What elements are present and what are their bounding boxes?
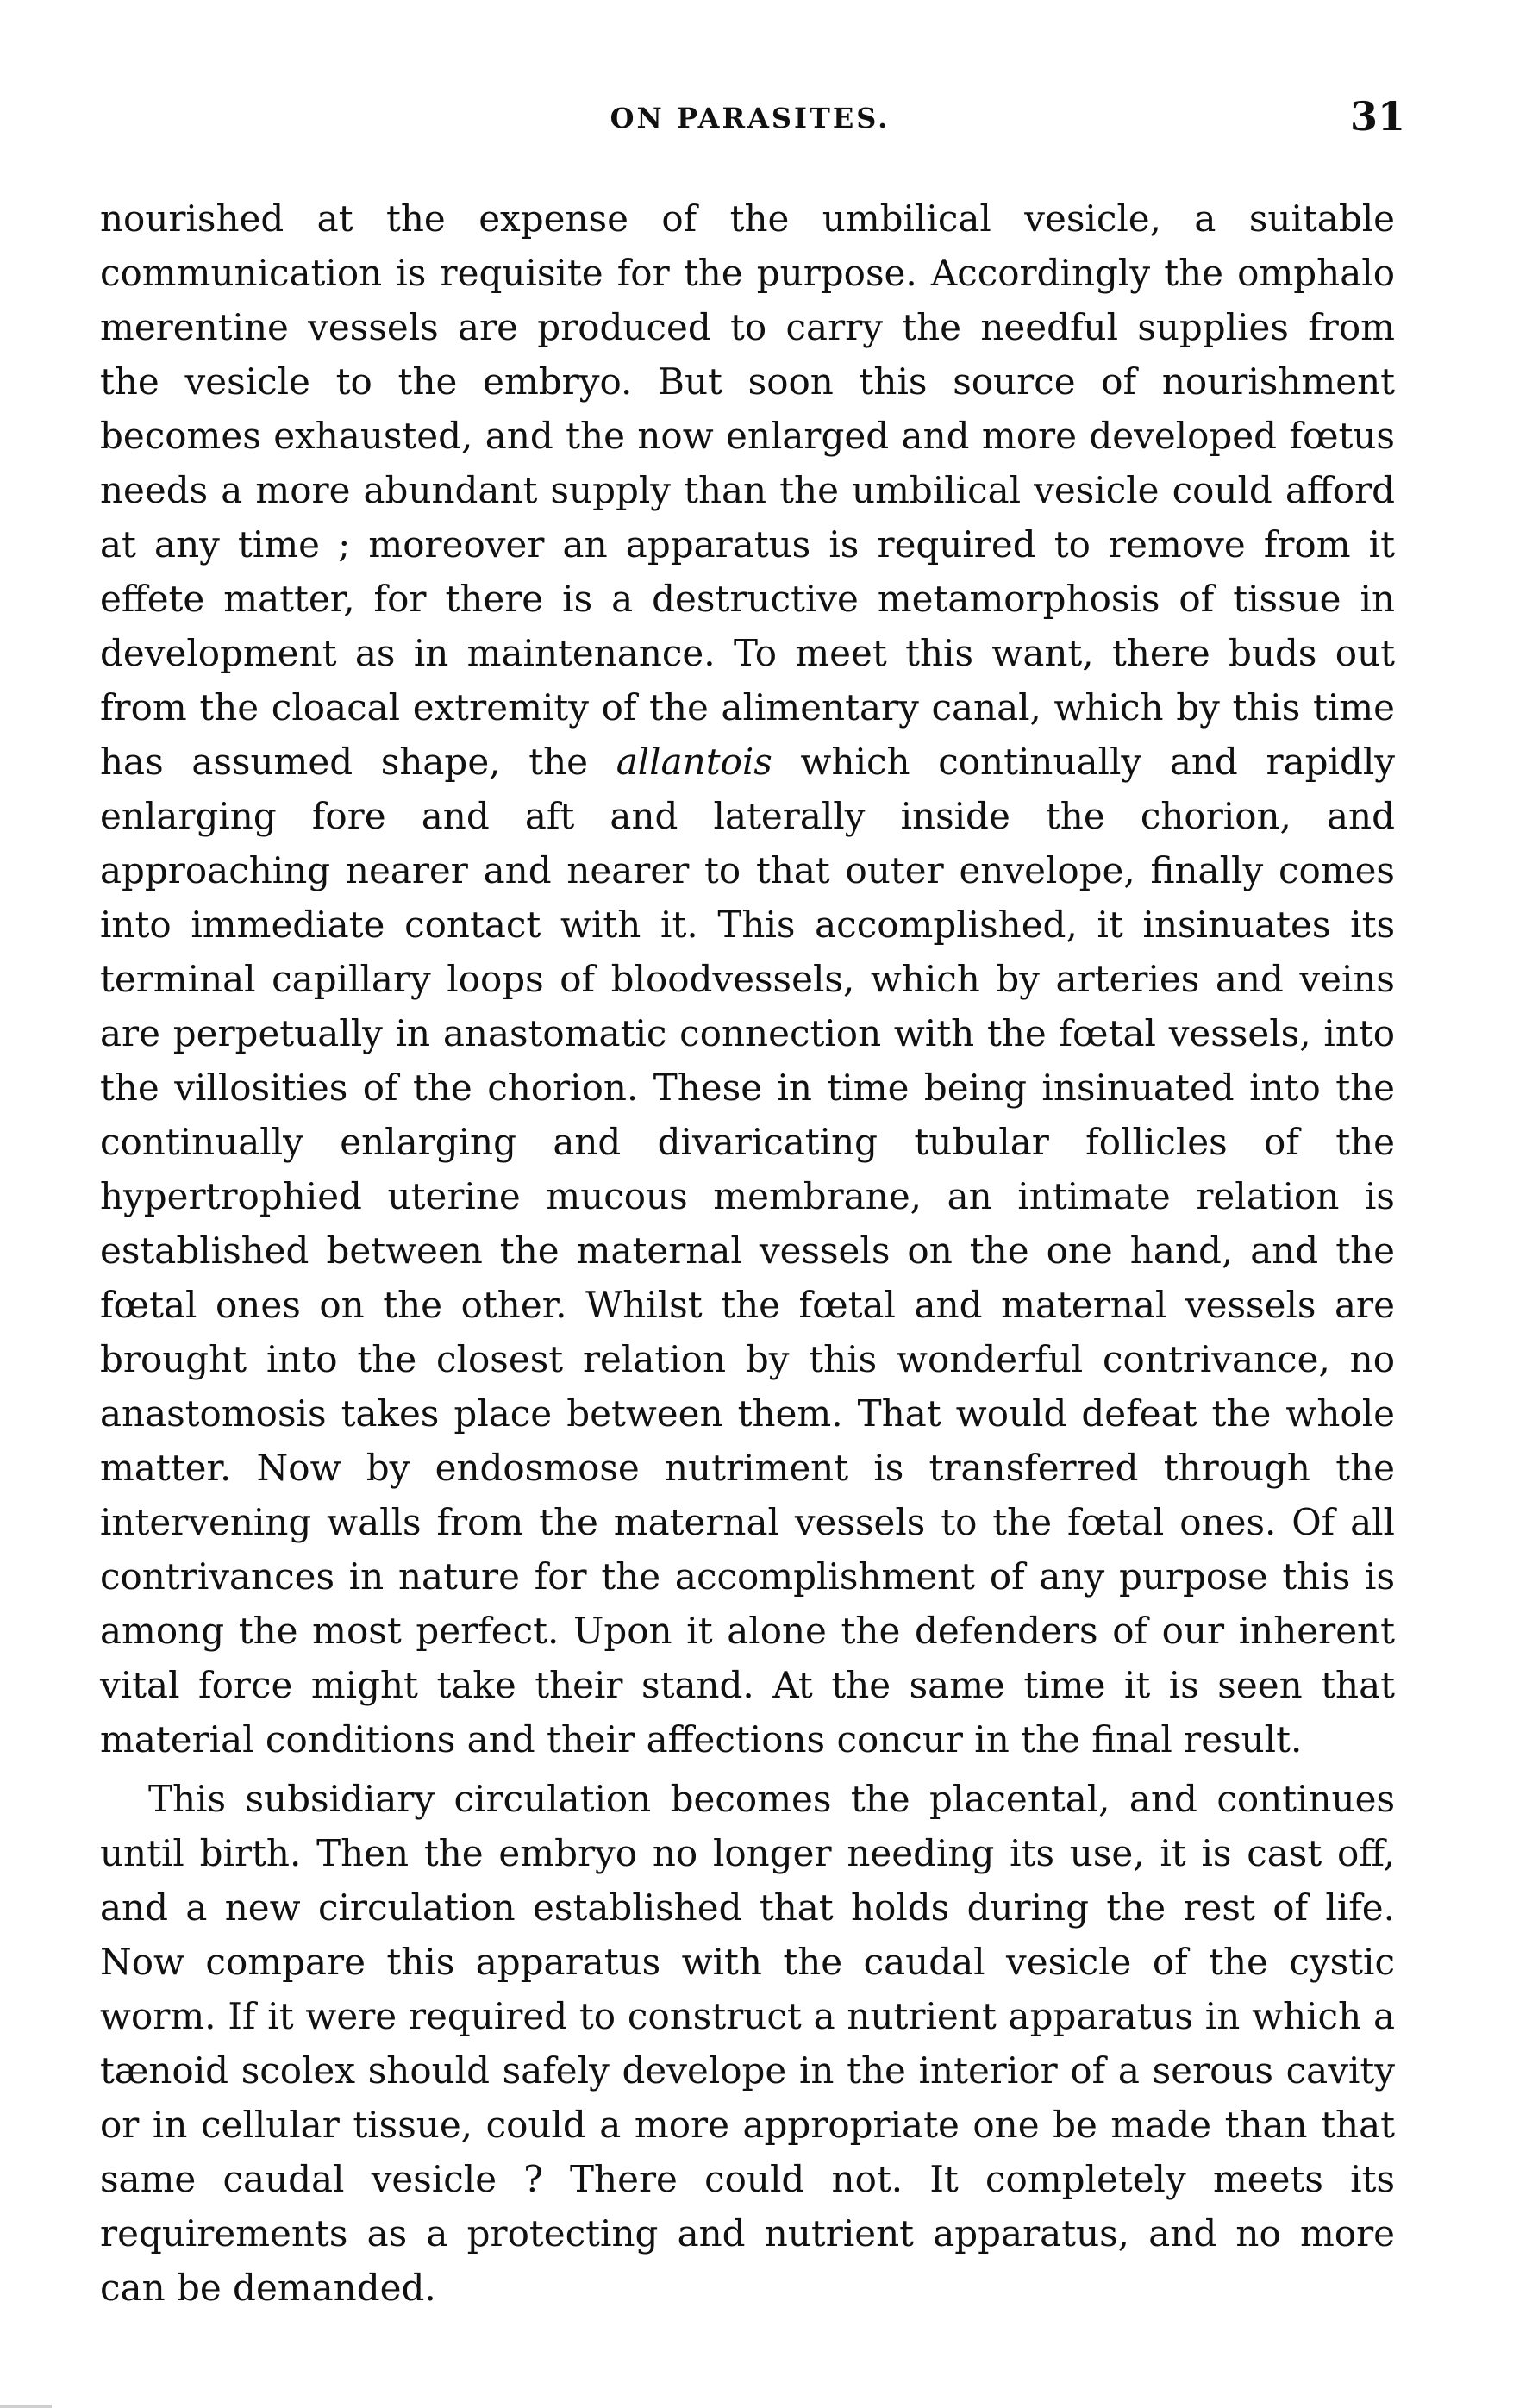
running-title: ON PARASITES. [610,102,891,134]
paragraph-2: This subsidiary circulation becomes the placental, and continues until birth. Then the embryo no longer needing its use, it is cast off, and a new circulation established that holds during the rest of life. Now compare this apparatus with the caudal vesicle of the cystic worm. If it were required to construct a nutrient apparatus in which a tænoid scolex should safely develope in the interior of a serous cavity or in cellular tissue, could a more appropriate one be made than that same caudal vesicle ? There could not. It completely meets its requirements as a protecting and nutrient apparatus, and no more can be demanded. [100,1778,1395,2309]
paragraph-1-text-b: which continually and rapidly enlarging fore and aft and laterally inside the chorion, and approaching nearer and nearer to that outer envelope, finally comes into immediate contact with it. This accomplished, it insinuates its terminal capillary loops of bloodvessels, which by arteries and veins are perpetually in anastomatic connection with the fœtal vessels, into the villosities of the chorion. These in time being insinuated into the continually enlarging and divaricating tubular follicles of the hypertrophied uterine mucous membrane, an intimate relation is established between the maternal vessels on the one hand, and the fœtal ones on the other. Whilst the fœtal and maternal vessels are brought into the closest relation by this wonderful contrivance, no anastomosis takes place between them. That would defeat the whole matter. Now by endosmose nutriment is transferred through the intervening walls from the maternal vessels to the fœtal ones. Of all contrivances in nature for the accomplishment of any purpose this is among the most perfect. Upon it alone the defenders of our inherent vital force might take their stand. At the same time it is seen that material conditions and their affections concur in the final result. [100,741,1395,1761]
page-edge-mark [0,2405,52,2408]
running-head [95,93,1405,153]
paragraph-1-text-a: nourished at the expense of the umbilical vesicle, a suitable communication is requisite for the purpose. Accordingly the omphalo merentine vessels are produced to carry the needful supplies from the vesicle to the embryo. But soon this source of nourishment becomes exhausted, and the now enlarged and more developed fœtus needs a more abundant supply than the umbilical vesicle could afford at any time ; moreover an apparatus is required to remove from it effete matter, for there is a destructive metamorphosis of tissue in development as in maintenance. To meet this want, there buds out from the cloacal extremity of the alimentary canal, which by this time has assumed shape, the [100,197,1395,783]
allantois-term: allantois [616,741,772,783]
paragraph-1 [100,191,1395,1767]
page-number: 31 [1349,93,1405,140]
body-text [100,191,1395,2315]
